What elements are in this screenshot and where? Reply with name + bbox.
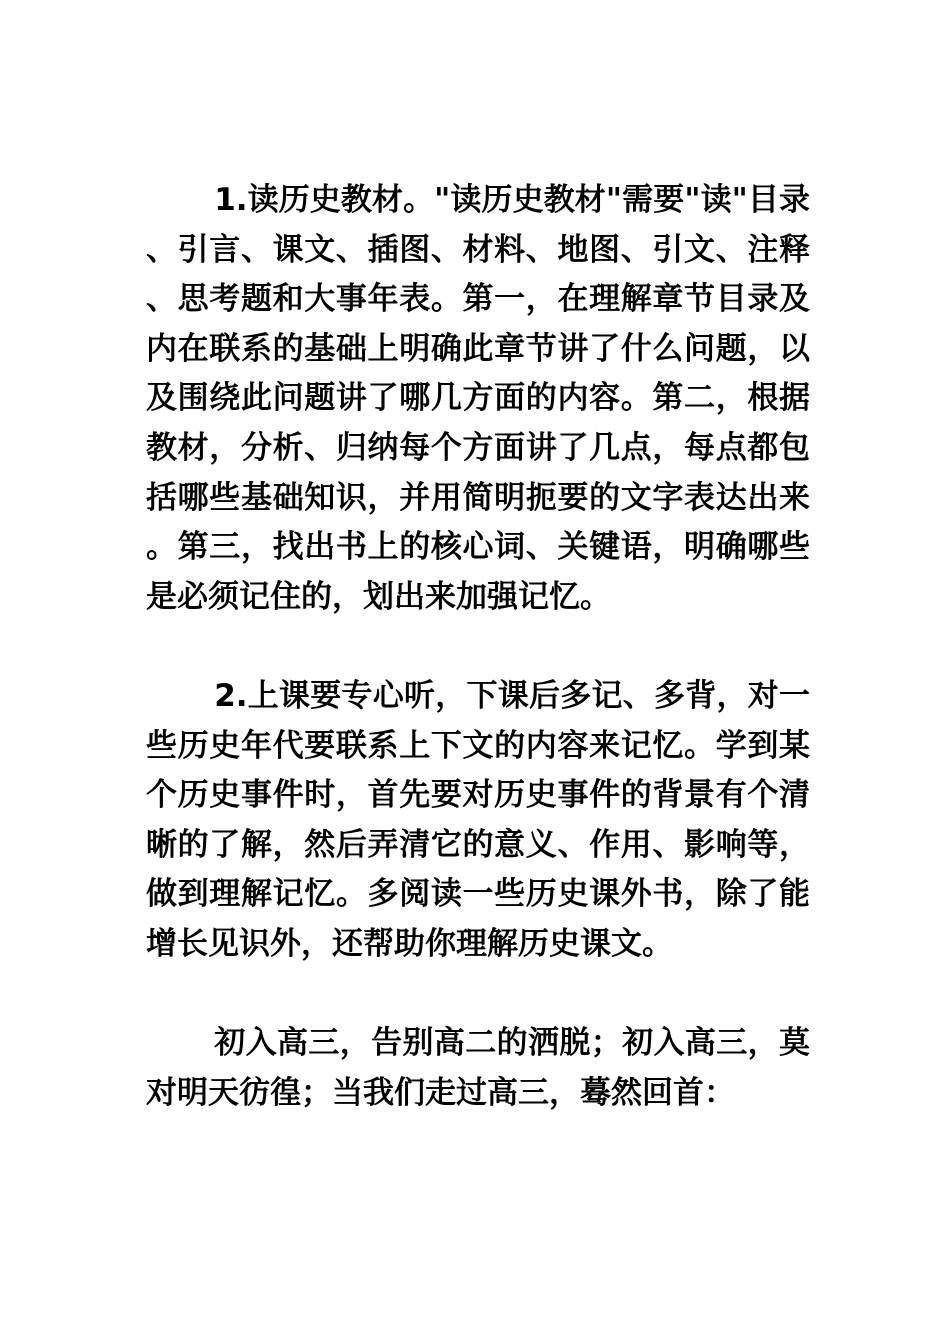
document-body: [146, 176, 810, 1118]
paragraph-senior-three: 初入高三，告别高二的洒脱；初入高三，莫对明天彷徨；当我们走过高三，蓦然回首：: [146, 1025, 810, 1111]
paragraph-reading-textbook: 1.读历史教材。"读历史教材"需要"读"目录、引言、课文、插图、材料、地图、引文、注释、思考题和大事年表。第一，在理解章节目录及内在联系的基础上明确此章节讲了什么问题，以及围绕此问题讲了哪几方面的内容。第二，根据教材，分析、归纳每个方面讲了几点，每点都包括哪些基础知识，并用简明扼要的文字表达出来。第三，找出书上的核心词、关键语，明确哪些是必须记住的，划出来加强记忆。: [146, 182, 810, 615]
paragraph-class-listening: 2.上课要专心听，下课后多记、多背，对一些历史年代要联系上下文的内容来记忆。学到某个历史事件时，首先要对历史事件的背景有个清晰的了解，然后弄清它的意义、作用、影响等，做到理解记忆。多阅读一些历史课外书，除了能增长见识外，还帮助你理解历史课文。: [146, 677, 810, 962]
